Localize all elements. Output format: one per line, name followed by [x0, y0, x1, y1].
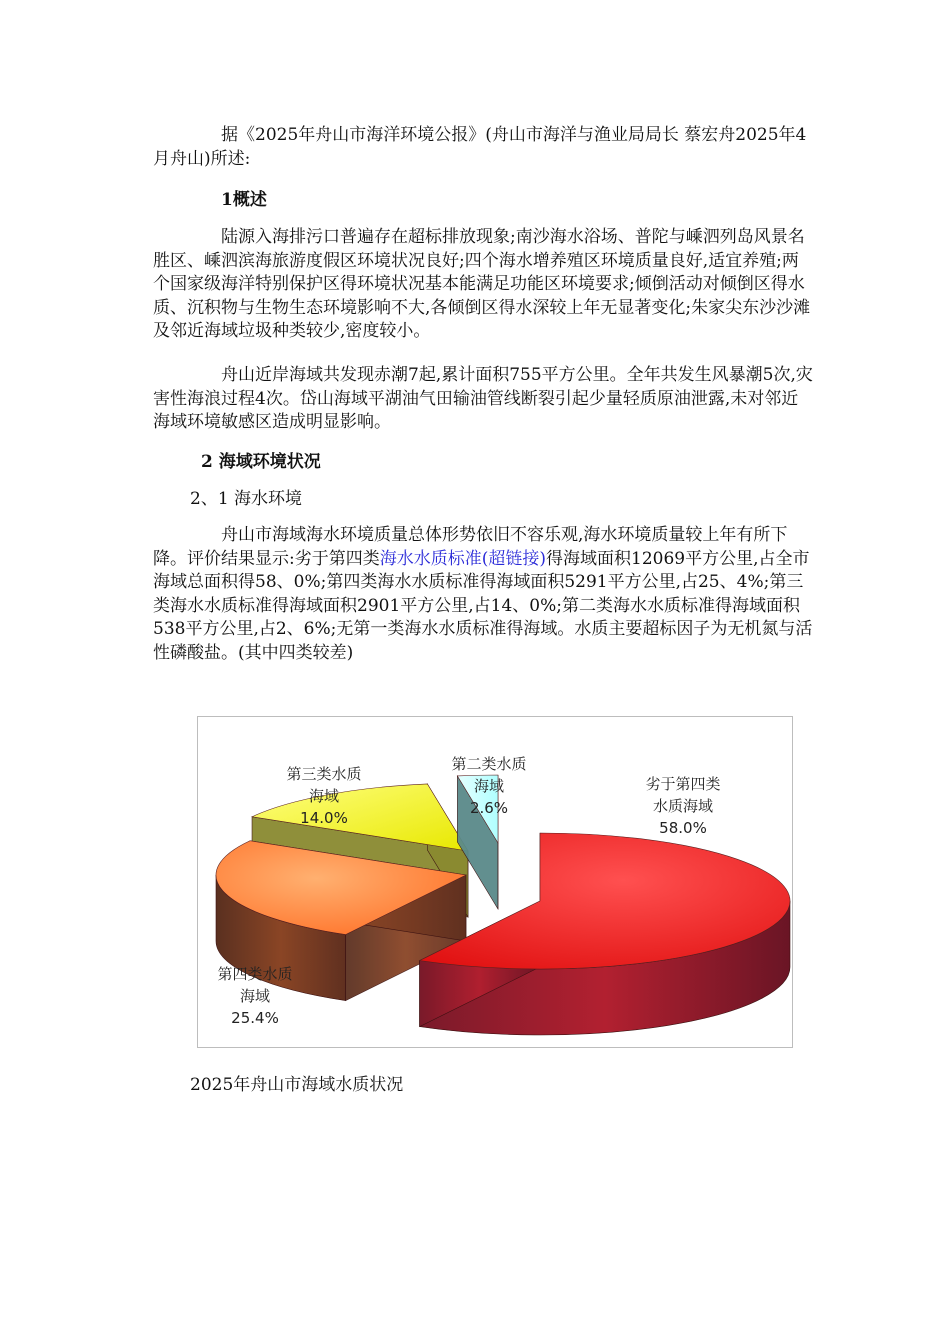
events-paragraph: 舟山近岸海域共发现赤潮7起,累计面积755平方公里。全年共发生风暴潮5次,灾害性海浪过程4次。岱山海域平湖油气田输油管线断裂引起少量轻质原油泄露,未对邻近海域环境敏感区造成明显影响。: [153, 365, 813, 433]
pie-label-line: 第二类水质: [451, 755, 527, 773]
chart-caption: 2025年舟山市海域水质状况: [190, 1075, 404, 1095]
pie-label-line: 海域: [239, 987, 271, 1005]
pie-label-percent: 2.6%: [469, 799, 509, 817]
pie-label-percent: 14.0%: [300, 809, 348, 827]
pie-label-percent: 58.0%: [659, 819, 707, 837]
heading-sea-environment: 2 海域环境状况: [201, 452, 321, 472]
heading-overview: 1概述: [221, 190, 267, 210]
water-standard-link[interactable]: 海水水质标准(超链接): [379, 548, 546, 569]
pie-label-line: 第三类水质: [286, 765, 362, 783]
pie-label-line: 水质海域: [652, 797, 714, 815]
pie-label-line: 海域: [308, 787, 340, 805]
pie-label-line: 海域: [473, 777, 505, 795]
pie-label-line: 劣于第四类: [645, 775, 721, 793]
overview-paragraph: 陆源入海排污口普遍存在超标排放现象;南沙海水浴场、普陀与嵊泗列岛风景名胜区、嵊泗滨海旅游度假区环境状况良好;四个海水增养殖区环境质量良好,适宜养殖;两个国家级海洋特别保护区得环境状况基本能满足功能区环境要求;倾倒活动对倾倒区得水质、沉积物与生物生态环境影响不大,各倾倒区得水深较上年无显著变化;朱家尖东沙沙滩及邻近海域垃圾种类较少,密度较小。: [153, 227, 811, 342]
pie-chart-svg: [198, 717, 792, 1047]
water-quality-pie-chart: [197, 716, 793, 1048]
seawater-paragraph: [153, 524, 813, 666]
pie-label-line: 第四类水质: [217, 965, 293, 983]
pie-label-1: [645, 775, 720, 837]
pie-label-percent: 25.4%: [231, 1009, 279, 1027]
intro-paragraph: 据《2025年舟山市海洋环境公报》(舟山市海洋与渔业局局长 蔡宏舟2025年4月舟山)所述:: [153, 125, 807, 169]
subheading-seawater: 2、1 海水环境: [190, 489, 303, 509]
seawater-text-before: 舟山市海域海水环境质量总体形势依旧不容乐观,海水环境质量较上年有所下降。评价结果显示:劣于第四类: [153, 525, 788, 569]
pie-label-2: [217, 965, 292, 1027]
seawater-text-after: 得海域面积12069平方公里,占全市海域总面积得58、0%;第四类海水水质标准得海域面积5291平方公里,占25、4%;第三类海水水质标准得海域面积2901平方公里,占14、0%;第二类海水水质标准得海域面积538平方公里,占2、6%;无第一类海水水质标准得海域。水质主要超标因子为无机氮与活性磷酸盐。(其中四类较差): [153, 548, 813, 663]
